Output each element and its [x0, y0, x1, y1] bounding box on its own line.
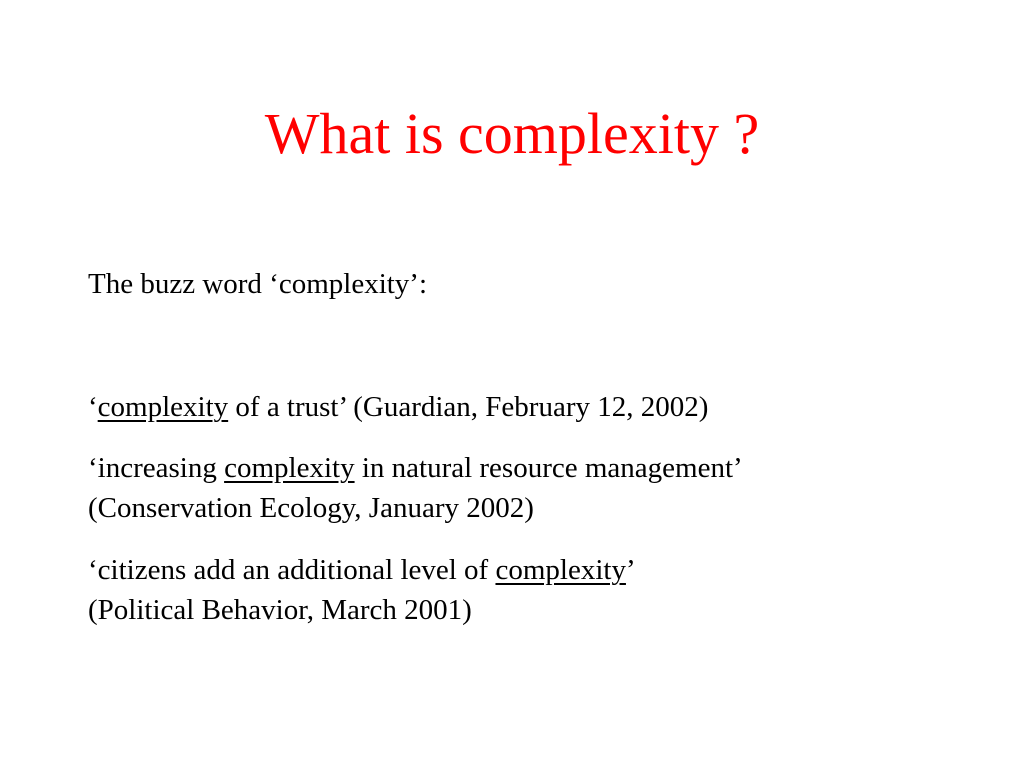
quote-3-post: ’: [625, 554, 636, 586]
quote-1-post: of a trust’ (Guardian, February 12, 2002): [228, 391, 709, 423]
quote-3-keyword: complexity: [495, 554, 626, 586]
quote-2: [88, 448, 988, 528]
quote-3-line: [88, 550, 988, 590]
quote-3: [88, 550, 988, 630]
quote-2-line: [88, 448, 988, 488]
slide-title: What is complexity ?: [264, 101, 760, 166]
quote-3-source: (Political Behavior, March 2001): [88, 594, 472, 626]
quote-1: [88, 387, 988, 427]
quote-2-keyword: complexity: [224, 452, 355, 484]
quote-1-keyword: complexity: [97, 391, 229, 423]
quote-3-pre: ‘citizens add an additional level of: [88, 554, 496, 586]
intro-text: The buzz word ‘complexity’:: [88, 268, 428, 300]
quote-2-source: (Conservation Ecology, January 2002): [88, 492, 534, 524]
quote-2-pre: ‘increasing: [88, 452, 225, 484]
quote-1-pre: ‘: [88, 391, 98, 423]
quote-1-line: [88, 387, 988, 427]
quote-2-post: in natural resource management’: [354, 452, 743, 484]
